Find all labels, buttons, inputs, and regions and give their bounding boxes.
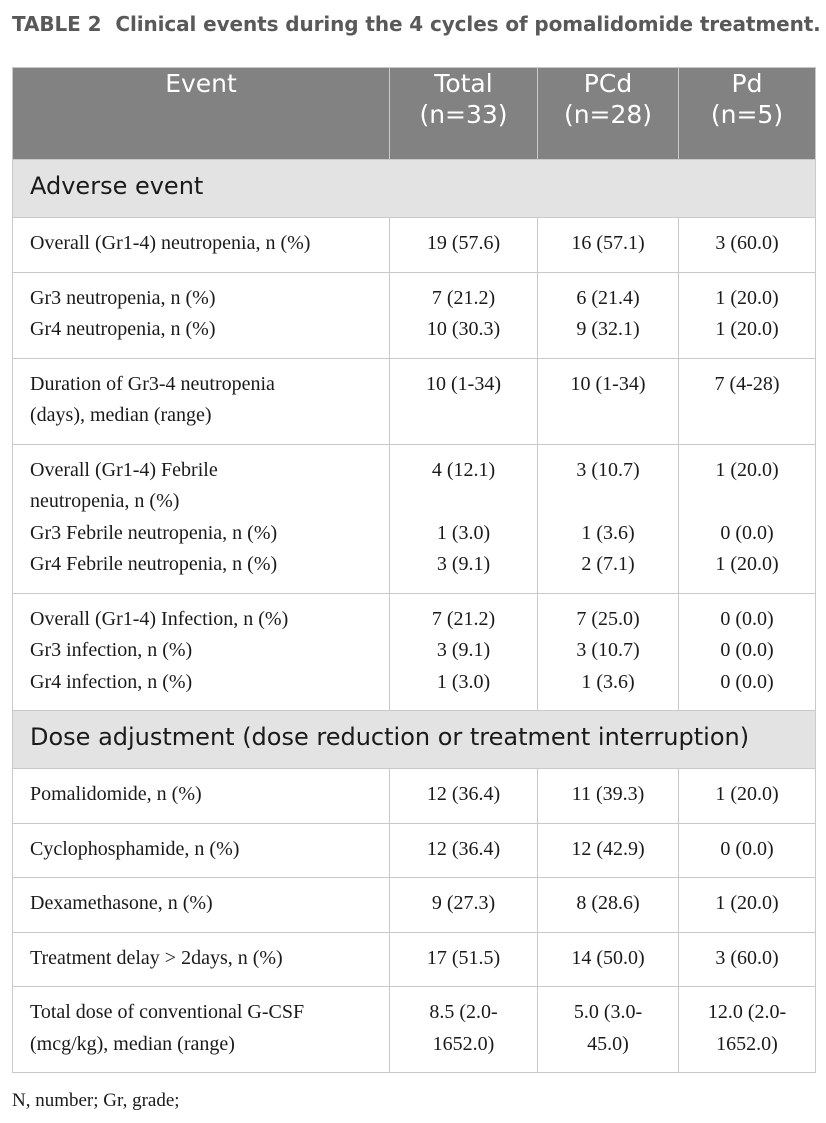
event-line: Gr3 Febrile neutropenia, n (%): [30, 521, 278, 544]
event-line: Gr3 infection, n (%): [30, 639, 193, 661]
event-cell: [13, 444, 390, 593]
pd-cell: [679, 878, 816, 933]
header-row: [13, 68, 816, 160]
header-pd-n: (n=5): [710, 100, 784, 129]
table-row: [13, 218, 816, 273]
pcd-line: 1 (3.6): [581, 521, 635, 544]
event-line: Dexamethasone, n (%): [30, 892, 213, 914]
event-line: (mcg/kg), median (range): [30, 1032, 235, 1055]
pd-line: 1 (20.0): [715, 892, 779, 914]
header-pd: [679, 68, 816, 160]
event-line: Gr4 Febrile neutropenia, n (%): [30, 553, 278, 575]
pcd-cell: [538, 769, 679, 824]
section-label: Dose adjustment (dose reduction or treatment interruption): [13, 711, 816, 769]
total-line: 9 (27.3): [431, 892, 496, 914]
pd-line: 0 (0.0): [720, 639, 774, 661]
pd-line: 1 (20.0): [715, 286, 779, 309]
event-cell: [13, 358, 390, 444]
pd-line: 1 (20.0): [715, 458, 779, 481]
pd-cell: [679, 218, 816, 273]
pcd-line: 2 (7.1): [581, 553, 635, 575]
event-cell: [13, 823, 390, 878]
total-line: 4 (12.1): [431, 458, 496, 481]
total-line: 7 (21.2): [431, 286, 496, 309]
pcd-line: 3 (10.7): [576, 639, 640, 661]
pcd-cell: [538, 272, 679, 358]
header-pcd-n: (n=28): [563, 100, 653, 129]
total-cell: [390, 878, 538, 933]
total-line: [394, 486, 533, 518]
pd-cell: [679, 769, 816, 824]
pcd-line: [542, 486, 674, 518]
event-line: Gr4 infection, n (%): [30, 670, 193, 693]
header-pcd-label: PCd: [583, 69, 633, 98]
event-line: Gr3 neutropenia, n (%): [30, 286, 216, 309]
event-cell: [13, 769, 390, 824]
event-line: Pomalidomide, n (%): [30, 783, 202, 805]
pd-line: 1652.0): [716, 1032, 778, 1055]
pd-cell: [679, 358, 816, 444]
pd-line: 1 (20.0): [715, 783, 779, 805]
header-total-label: Total: [434, 69, 493, 98]
pcd-cell: [538, 593, 679, 711]
event-line: Overall (Gr1-4) neutropenia, n (%): [30, 232, 311, 254]
pcd-line: 3 (10.7): [576, 458, 640, 481]
table-caption: [12, 12, 822, 36]
pd-line: 1 (20.0): [715, 318, 779, 340]
header-event-label: Event: [165, 69, 237, 98]
pcd-line: 1 (3.6): [581, 670, 635, 693]
event-line: Gr4 neutropenia, n (%): [30, 318, 216, 340]
total-cell: [390, 823, 538, 878]
event-line: Total dose of conventional G-CSF: [30, 1001, 305, 1023]
pd-line: 0 (0.0): [720, 521, 774, 544]
section-row-dose: [13, 711, 816, 769]
total-cell: [390, 769, 538, 824]
pd-cell: [679, 444, 816, 593]
pd-line: 3 (60.0): [715, 946, 779, 969]
pcd-line: 11 (39.3): [571, 783, 645, 805]
pcd-line: 8 (28.6): [576, 892, 640, 914]
table-footnote: N, number; Gr, grade;: [12, 1090, 180, 1111]
table-title: Clinical events during the 4 cycles of pomalidomide treatment.: [115, 12, 821, 36]
total-line: 17 (51.5): [426, 946, 501, 969]
table-row: [13, 769, 816, 824]
total-line: 1652.0): [432, 1032, 495, 1055]
table-body: [13, 160, 816, 1073]
clinical-events-table: [12, 67, 816, 1073]
pcd-line: 5.0 (3.0-: [573, 1001, 643, 1023]
total-cell: [390, 444, 538, 593]
total-cell: [390, 593, 538, 711]
pcd-cell: [538, 878, 679, 933]
table-number: TABLE 2: [12, 12, 102, 36]
total-line: 10 (1-34): [426, 372, 501, 395]
event-cell: [13, 932, 390, 987]
pcd-cell: [538, 358, 679, 444]
event-line: (days), median (range): [30, 404, 212, 426]
table-row: [13, 987, 816, 1073]
table-row: [13, 878, 816, 933]
pcd-line: 16 (57.1): [571, 232, 645, 254]
event-line: Duration of Gr3-4 neutropenia: [30, 372, 275, 395]
pd-cell: [679, 823, 816, 878]
pd-line: 12.0 (2.0-: [707, 1001, 787, 1023]
pcd-line: 9 (32.1): [576, 318, 640, 340]
total-line: 19 (57.6): [426, 232, 501, 254]
event-line: Cyclophosphamide, n (%): [30, 837, 240, 860]
pcd-line: 6 (21.4): [576, 286, 640, 309]
header-total-n: (n=33): [419, 100, 508, 129]
pd-line: 1 (20.0): [715, 553, 779, 575]
table-header: [13, 68, 816, 160]
header-event: [13, 68, 390, 160]
total-line: 1 (3.0): [436, 521, 491, 544]
pcd-cell: [538, 987, 679, 1073]
total-line: 12 (36.4): [426, 837, 501, 860]
header-pcd: [538, 68, 679, 160]
pcd-line: 14 (50.0): [571, 946, 645, 969]
pd-cell: [679, 593, 816, 711]
table-row: [13, 358, 816, 444]
section-row-adverse: [13, 160, 816, 218]
pcd-cell: [538, 218, 679, 273]
event-cell: [13, 272, 390, 358]
event-cell: [13, 593, 390, 711]
total-line: 3 (9.1): [436, 639, 491, 661]
section-label: Adverse event: [13, 160, 816, 218]
total-cell: [390, 272, 538, 358]
event-cell: [13, 987, 390, 1073]
pd-cell: [679, 987, 816, 1073]
pcd-line: 45.0): [587, 1032, 629, 1055]
header-pd-label: Pd: [731, 69, 763, 98]
total-line: 1 (3.0): [436, 670, 491, 693]
event-line: Treatment delay > 2days, n (%): [30, 946, 283, 969]
pd-line: 7 (4-28): [714, 372, 780, 395]
header-total: [390, 68, 538, 160]
total-cell: [390, 358, 538, 444]
total-line: 3 (9.1): [436, 553, 491, 575]
pcd-line: 10 (1-34): [570, 372, 646, 395]
pcd-line: 7 (25.0): [576, 607, 640, 630]
pcd-line: 12 (42.9): [571, 837, 645, 860]
total-cell: [390, 218, 538, 273]
pd-line: [683, 486, 811, 518]
pd-cell: [679, 272, 816, 358]
table-row: [13, 823, 816, 878]
event-line: Overall (Gr1-4) Febrile: [30, 458, 218, 481]
pd-line: 0 (0.0): [720, 607, 774, 630]
event-line: neutropenia, n (%): [30, 490, 180, 512]
event-cell: [13, 218, 390, 273]
pd-cell: [679, 932, 816, 987]
total-line: 8.5 (2.0-: [429, 1001, 498, 1023]
pd-line: 3 (60.0): [715, 232, 779, 254]
event-line: Overall (Gr1-4) Infection, n (%): [30, 607, 289, 630]
pcd-cell: [538, 932, 679, 987]
total-cell: [390, 987, 538, 1073]
pcd-cell: [538, 823, 679, 878]
total-line: 7 (21.2): [431, 607, 496, 630]
total-line: 10 (30.3): [426, 318, 501, 340]
table-row: [13, 593, 816, 711]
total-line: 12 (36.4): [426, 783, 501, 805]
table-row: [13, 932, 816, 987]
table-row: [13, 272, 816, 358]
pd-line: 0 (0.0): [720, 837, 774, 860]
total-cell: [390, 932, 538, 987]
event-cell: [13, 878, 390, 933]
pd-line: 0 (0.0): [720, 670, 774, 693]
pcd-cell: [538, 444, 679, 593]
table-row: [13, 444, 816, 593]
